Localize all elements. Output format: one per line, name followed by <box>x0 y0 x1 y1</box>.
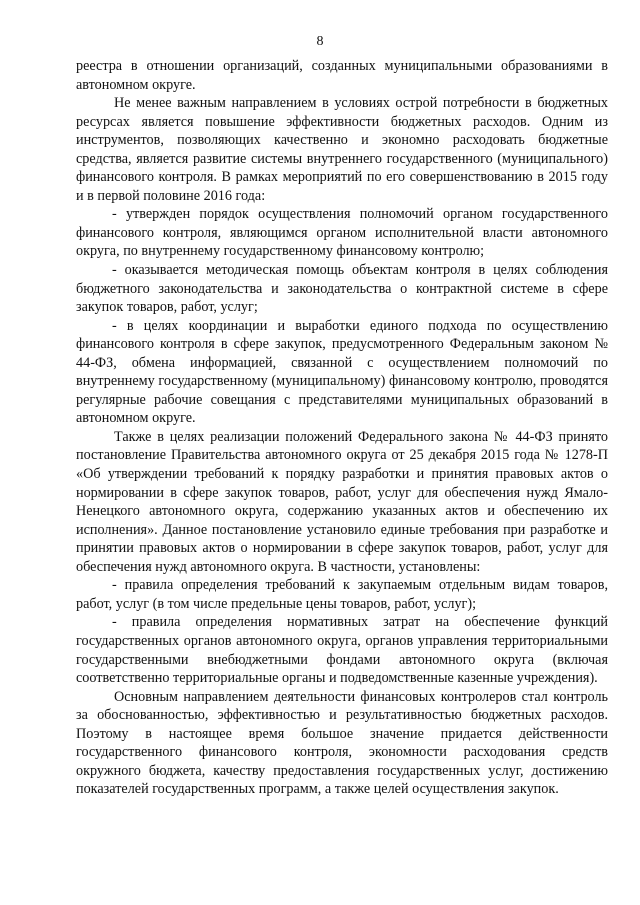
list-item-methodical-help: - оказывается методическая помощь объектам контроля в целях соблюдения бюджетного законодательства и законодательства о контрактной системе в сфере закупок товаров, работ, услуг; <box>76 262 608 316</box>
list-item-price-rules: - правила определения требований к закупаемым отдельным видам товаров, работ, услуг (в том числе предельные цены товаров, работ, услуг); <box>76 577 608 612</box>
paragraph-financial-controllers: Основным направлением деятельности финансовых контролеров стал контроль за обоснованностью, эффективностью и результативностью бюджетных расходов. Поэтому в настоящее время большое значение придается действенности государственного финансового контроля, экономности расходования средств окружного бюджета, качеству предоставления государственных услуг, достижению показателей государственных программ, а также целей осуществления закупок. <box>76 688 608 798</box>
document-body <box>76 57 608 799</box>
list-item-normative-costs: - правила определения нормативных затрат на обеспечение функций государственных органов автономного округа, органов управления территориальными государственными внебюджетными фондами автономного округа (включая соответственно территориальные органы и подведомственные казенные учреждения). <box>76 614 608 687</box>
page-number: 8 <box>316 34 324 49</box>
list-item-control-procedure: - утвержден порядок осуществления полномочий органом государственного финансового контроля, являющимся органом исполнительной власти автономного округа, по внутреннему государственному финансовому контролю; <box>76 206 608 260</box>
list-item-coordination-meetings: - в целях координации и выработки единого подхода по осуществлению финансового контроля в сфере закупок, предусмотренного Федеральным законом № 44-ФЗ, обмена информацией, связанной с осуществлением полномочий по внутреннему государственному (муниципальному) финансовому контролю, проводятся регулярные рабочие совещания с представителями муниципальных образований в автономном округе. <box>76 317 608 427</box>
paragraph-regulation-1278: Также в целях реализации положений Федерального закона № 44-ФЗ принято постановление Правительства автономного округа от 25 декабря 2015 года № 1278-П «Об утверждении требований к порядку разработки и принятия правовых актов о нормировании в сфере закупок товаров, работ, услуг для обеспечения нужд Ямало-Ненецкого автономного округа, содержанию указанных актов и обеспечению их исполнения». Данное постановление установило единые требования при разработке и принятии правовых актов о нормировании в сфере закупок товаров, работ, услуг для обеспечения нужд автономного округа. В частности, установлены: <box>76 428 608 575</box>
paragraph-registry-continuation: реестра в отношении организаций, созданных муниципальными образованиями в автономном округе. <box>76 58 608 93</box>
paragraph-budget-efficiency: Не менее важным направлением в условиях острой потребности в бюджетных ресурсах является повышение эффективности бюджетных расходов. Одним из инструментов, позволяющих качественно и экономно расходовать бюджетные средства, является развитие системы внутреннего государственного (муниципального) финансового контроля. В рамках мероприятий по его совершенствованию в 2015 году и в первой половине 2016 года: <box>76 95 608 204</box>
